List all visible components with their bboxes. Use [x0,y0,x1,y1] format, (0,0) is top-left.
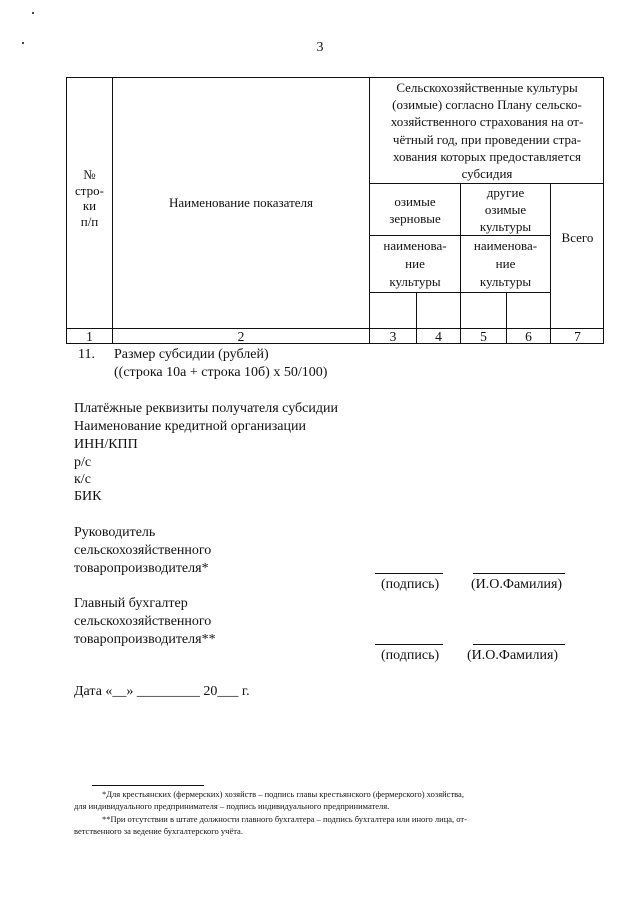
other-crop-name-header: наименова- ние культуры [473,238,538,289]
other-winter-header: другие озимые культуры [479,185,532,234]
accountant-title: Главный бухгалтер [74,596,188,611]
accountant-signature-line [375,644,443,645]
payment-requisites-title: Платёжные реквизиты получателя субсидии [74,401,338,416]
correspondent-account-label: к/с [74,472,91,487]
column-number: 4 [435,328,442,344]
bank-name-label: Наименование кредитной организации [74,419,306,434]
footnote-1-cont: для индивидуального предпринимателя – подпись индивидуального предпринимателя. [74,801,390,811]
column-number: 3 [389,328,397,344]
column-number: 7 [574,328,581,344]
head-title-line2: сельскохозяйственного [74,543,212,558]
head-signature-caption: (подпись) [381,577,440,592]
footnote-separator [92,785,204,786]
date-line: Дата «__» _________ 20___ г. [74,684,250,699]
column-number-header: № стро- ки п/п [75,167,104,229]
page-number: 3 [316,40,324,55]
head-title-line3: товаропроизводителя* [74,561,209,576]
head-signature-line [375,573,443,574]
total-header: Всего [561,230,594,246]
winter-grain-header: озимые зерновые [389,193,441,226]
subsidy-table [66,77,604,344]
column-number: 2 [237,328,245,344]
column-number: 1 [86,328,93,344]
footnote-2-cont: ветственного за ведение бухгалтерского учёта. [74,826,243,836]
row-11-label: Размер субсидии (рублей) [114,347,269,362]
scan-speck [32,12,34,14]
accountant-name-caption: (И.О.Фамилия) [467,648,559,663]
accountant-title-line3: товаропроизводителя** [74,632,216,647]
head-title: Руководитель [74,525,156,540]
head-name-line [473,573,565,574]
head-name-caption: (И.О.Фамилия) [471,577,563,592]
bik-label: БИК [74,489,102,504]
winter-crop-name-header: наименова- ние культуры [383,238,447,289]
row-11-number: 11. [78,347,95,362]
crops-group-header: Сельскохозяйственные культуры (озимые) согласно Плану сельско- хозяйственного страхования на от- чётный год, при проведении стра- хования которых предоставляется субсидия [390,79,584,182]
settlement-account-label: р/с [74,455,92,470]
column-number: 5 [480,328,487,344]
accountant-name-line [473,644,565,645]
accountant-signature-caption: (подпись) [381,648,440,663]
accountant-title-line2: сельскохозяйственного [74,614,212,629]
inn-kpp-label: ИНН/КПП [74,437,138,452]
column-number: 6 [525,328,532,344]
footnote-1: *Для крестьянских (фермерских) хозяйств – подпись главы крестьянского (фермерского) хозяйства, [102,789,464,799]
row-11-formula: ((строка 10а + строка 10б) x 50/100) [114,365,328,380]
footnote-2: **При отсутствии в штате должности главного бухгалтера – подпись бухгалтера или иного лица, от- [102,814,467,824]
column-indicator-header: Наименование показателя [168,195,314,211]
